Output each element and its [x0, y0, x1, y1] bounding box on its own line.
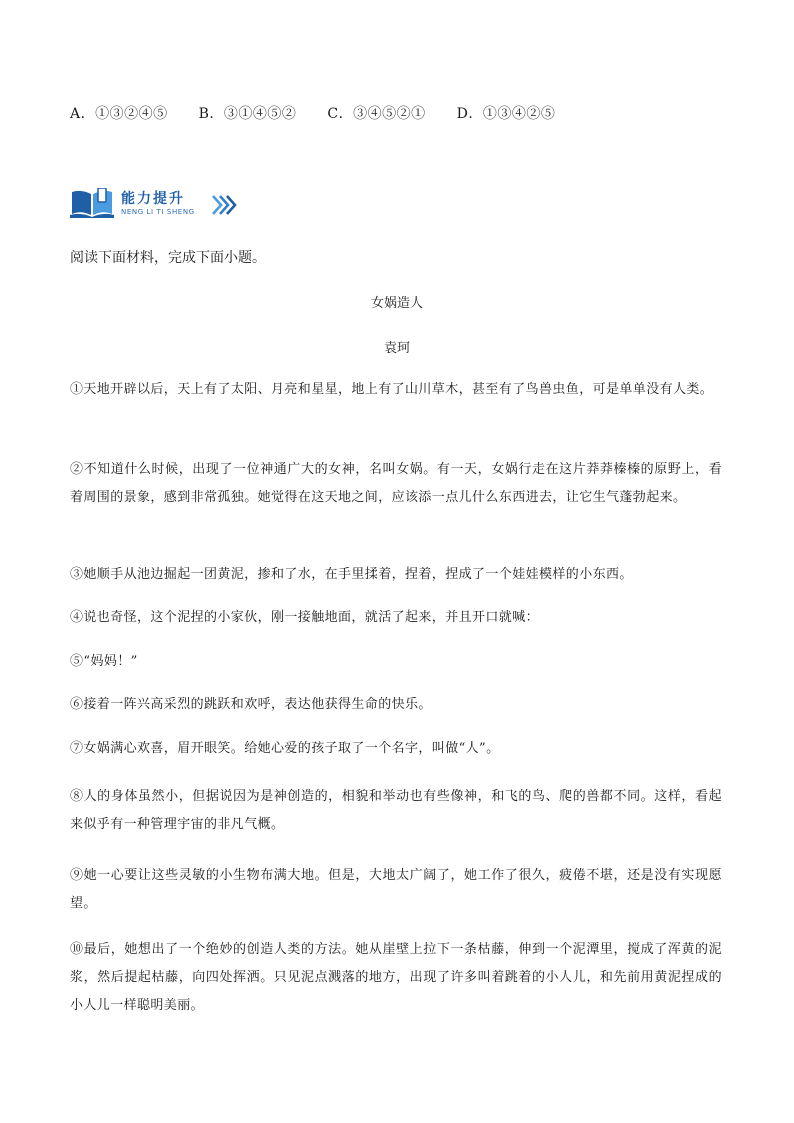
paragraph-4: ④说也奇怪，这个泥捏的小家伙，刚一接触地面，就活了起来，并且开口就喊：: [70, 610, 540, 625]
option-a: A．①③②④⑤: [70, 106, 168, 122]
paragraph-9: ⑨她一心要让这些灵敏的小生物布满大地。但是，大地太广阔了，她工作了很久，疲倦不堪，还是没有实现愿望。: [70, 868, 722, 911]
paragraph-1: ①天地开辟以后，天上有了太阳、月亮和星星，地上有了山川草木，甚至有了鸟兽虫鱼，可是单单没有人类。: [70, 382, 714, 397]
article-author: 袁珂: [383, 341, 410, 356]
option-b: B．③①④⑤②: [198, 106, 297, 122]
instruction-text: 阅读下面材料，完成下面小题。: [70, 250, 266, 266]
chevron-right-icon: [211, 194, 237, 216]
paragraph-8: ⑧人的身体虽然小，但据说因为是神创造的，相貌和举动也有些像神，和飞的鸟、爬的兽都不同。这样，看起来似乎有一种管理宇宙的非凡气概。: [70, 789, 722, 832]
option-c: C．③④⑤②①: [327, 106, 426, 122]
banner-subtitle: NENG LI TI SHENG: [121, 208, 195, 216]
paragraph-2: ②不知道什么时候，出现了一位神通广大的女神，名叫女娲。有一天，女娲行走在这片莽莽榛榛的原野上，看着周围的景象，感到非常孤独。她觉得在这天地之间，应该添一点儿什么东西进去，让它生气蓬勃起来。: [70, 462, 722, 505]
paragraph-7: ⑦女娲满心欢喜，眉开眼笑。给她心爱的孩子取了一个名字，叫做“人”。: [70, 741, 500, 756]
paragraph-5: ⑤“妈妈！”: [70, 654, 138, 669]
banner-title: 能力提升: [121, 191, 185, 207]
paragraph-10: ⑩最后，她想出了一个绝妙的创造人类的方法。她从崖壁上拉下一条枯藤，伸到一个泥潭里，搅成了浑黄的泥浆，然后提起枯藤，向四处挥洒。只见泥点溅落的地方，出现了许多叫着跳着的小人儿，和先前用黄泥捏成的小人儿一样聪明美丽。: [70, 942, 722, 1013]
option-d: D．①③④②⑤: [456, 106, 556, 122]
book-icon: [70, 188, 114, 218]
answer-options: [70, 103, 730, 123]
paragraph-6: ⑥接着一阵兴高采烈的跳跃和欢呼，表达他获得生命的快乐。: [70, 697, 432, 712]
article-title: 女娲造人: [370, 296, 423, 311]
section-banner: [70, 188, 270, 222]
paragraph-3: ③她顺手从池边掘起一团黄泥，掺和了水，在手里揉着，捏着，捏成了一个娃娃模样的小东西。: [70, 567, 633, 582]
